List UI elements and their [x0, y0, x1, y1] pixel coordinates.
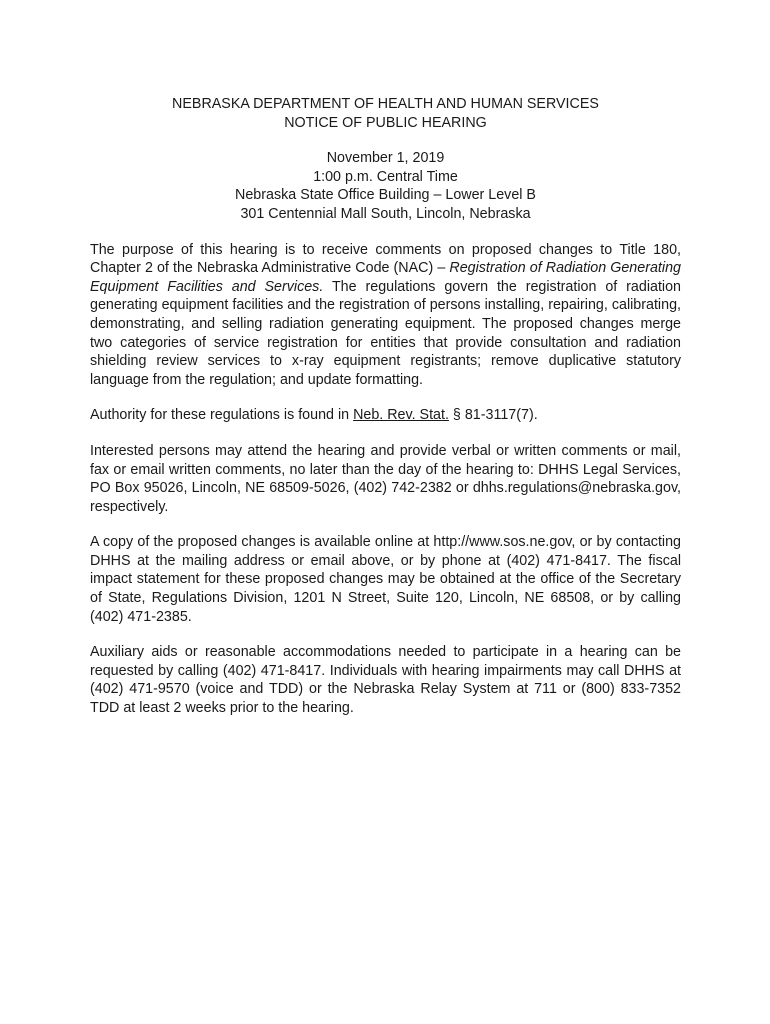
- purpose-text-end: The regulations govern the registration of radiation generating equipment facilities and the registration of persons installing, repairing, calibrating, demonstrating, and selling radiation generating equipment. The proposed changes merge two categories of service registration for entities that provide consultation and radiation shielding review services to x-ray equipment registrants; remove duplicative statutory language from the regulation; and update formatting.: [90, 278, 682, 388]
- authority-paragraph: [90, 406, 681, 425]
- notice-title: NOTICE OF PUBLIC HEARING: [284, 114, 487, 131]
- hearing-time: 1:00 p.m. Central Time: [313, 168, 458, 185]
- interested-persons-paragraph: Interested persons may attend the hearing and provide verbal or written comments or mail, fax or email written comments, no later than the day of the hearing to: DHHS Legal Services, PO Box 95026, Lincoln, NE 68509-5026, (402) 742-2382 or dhhs.regulations@nebraska.gov, respectively.: [90, 442, 681, 515]
- authority-text-end: § 81-3117(7).: [448, 407, 538, 424]
- hearing-building: Nebraska State Office Building – Lower Level B: [235, 187, 536, 204]
- purpose-paragraph: [90, 241, 681, 390]
- department-title: NEBRASKA DEPARTMENT OF HEALTH AND HUMAN SERVICES: [172, 96, 599, 112]
- statute-citation: Neb. Rev. Stat.: [353, 407, 449, 424]
- auxiliary-aids-paragraph: Auxiliary aids or reasonable accommodations needed to participate in a hearing can be requested by calling (402) 471-8417. Individuals with hearing impairments may call DHHS at (402) 471-9570 (voice and TDD) or the Nebraska Relay System at 711 or (800) 833-7352 TDD at least 2 weeks prior to the hearing.: [90, 644, 681, 717]
- hearing-date: November 1, 2019: [326, 150, 445, 167]
- purpose-text-start: The purpose of this hearing is to receive comments on proposed changes to Title 180, Chapter 2 of the Nebraska Administrative Code (NAC) –: [90, 241, 681, 277]
- authority-text-start: Authority for these regulations is found in: [90, 407, 354, 424]
- hearing-address: 301 Centennial Mall South, Lincoln, Nebraska: [240, 205, 531, 222]
- regulation-title: Registration of Radiation Generating Equipment Facilities and Services.: [90, 260, 681, 295]
- hearing-details: [90, 149, 681, 223]
- copy-availability-paragraph: A copy of the proposed changes is available online at http://www.sos.ne.gov, or by contacting DHHS at the mailing address or email above, or by phone at (402) 471-8417. The fiscal impact statement for these proposed changes may be obtained at the office of the Secretary of State, Regulations Division, 1201 N Street, Suite 120, Lincoln, NE 68508, or by calling (402) 471-2385.: [90, 534, 681, 625]
- document-page: [90, 95, 681, 735]
- document-header: [90, 95, 681, 132]
